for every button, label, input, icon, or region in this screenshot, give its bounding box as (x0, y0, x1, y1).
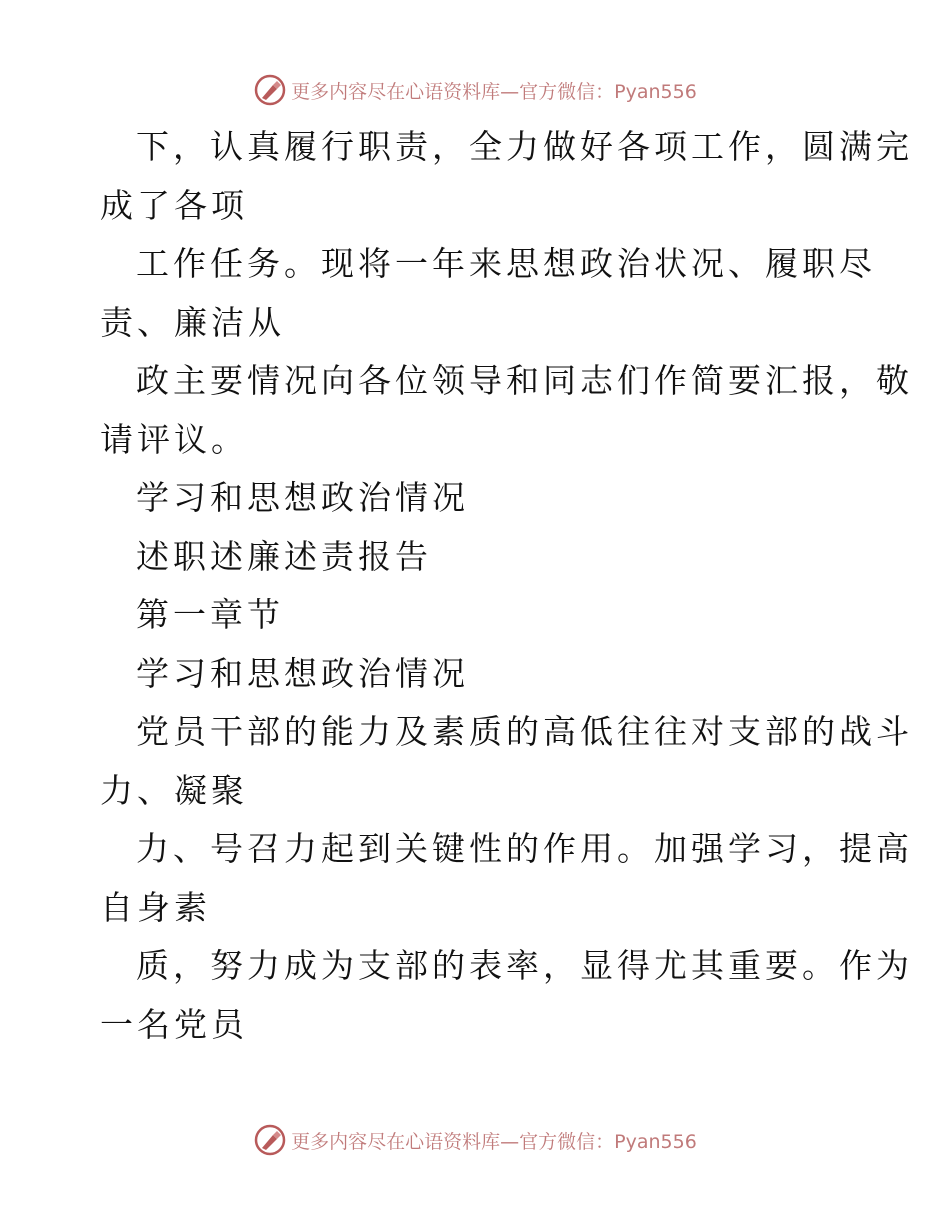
text-line: 党员干部的能力及素质的高低往往对支部的战斗 (136, 712, 913, 751)
pen-nib-logo-icon (253, 73, 287, 107)
pen-nib-logo-icon (253, 1123, 287, 1157)
text-line: 一名党员 (100, 1004, 248, 1044)
text-line: 工作任务。现将一年来思想政治状况、履职尽 (136, 244, 876, 283)
text-line: 政主要情况向各位领导和同志们作简要汇报，敬 (136, 361, 913, 400)
text-line: 下，认真履行职责，全力做好各项工作，圆满完 (136, 127, 913, 166)
watermark-text: 更多内容尽在心语资料库—官方微信：Pyan556 (291, 80, 697, 103)
text-line: 责、廉洁从 (100, 302, 285, 342)
text-line: 第一章节 (136, 595, 284, 634)
header-watermark (0, 70, 950, 110)
text-line: 述职述廉述责报告 (136, 536, 432, 576)
text-line: 成了各项 (100, 185, 248, 225)
text-line: 自身素 (100, 887, 211, 927)
text-line: 学习和思想政治情况 (136, 653, 469, 693)
document-body (100, 118, 913, 1054)
text-line: 质，努力成为支部的表率，显得尤其重要。作为 (136, 946, 913, 985)
text-line: 请评议。 (100, 419, 248, 459)
text-line: 学习和思想政治情况 (136, 478, 469, 517)
text-line: 力、号召力起到关键性的作用。加强学习，提高 (136, 829, 913, 868)
watermark-text: 更多内容尽在心语资料库—官方微信：Pyan556 (291, 1130, 697, 1153)
text-line: 力、凝聚 (100, 770, 248, 810)
footer-watermark (0, 1120, 950, 1160)
